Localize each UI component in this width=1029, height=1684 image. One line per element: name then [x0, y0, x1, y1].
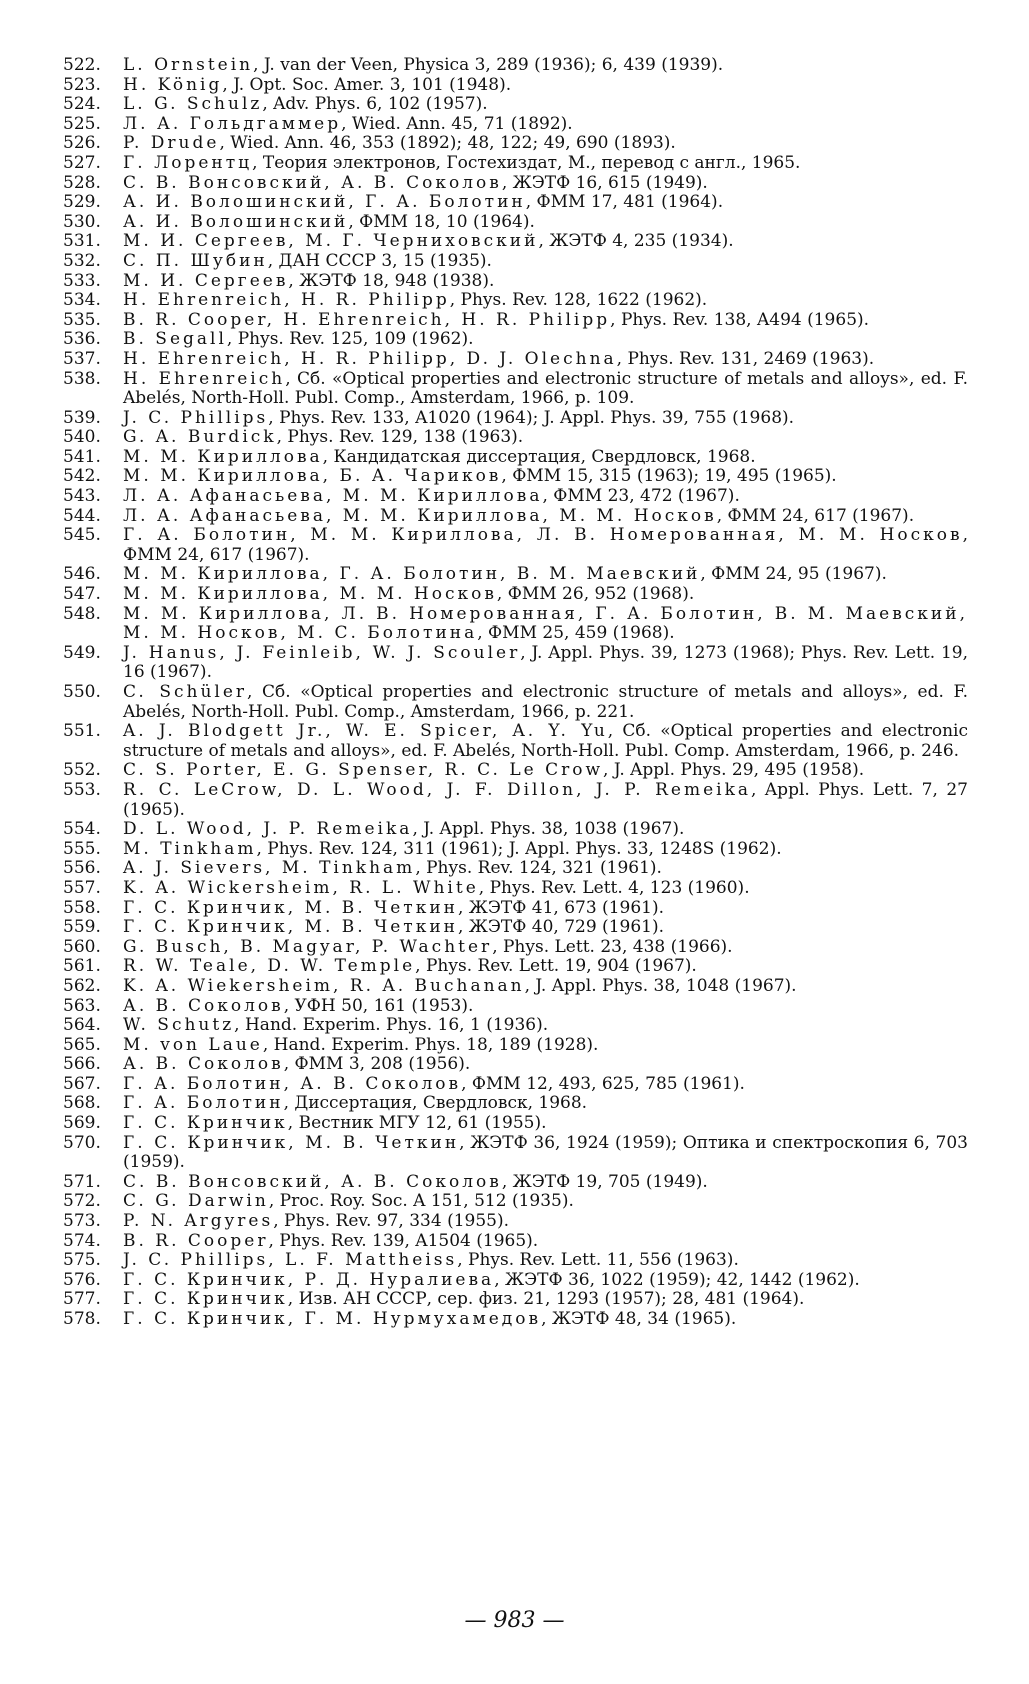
reference-authors: Г. С. Кринчик, М. В. Четкин	[123, 897, 458, 918]
reference-number: 576.	[63, 1269, 101, 1290]
reference-number: 574.	[63, 1230, 101, 1251]
reference-text	[123, 1094, 968, 1114]
reference-authors: М. И. Сергеев, М. Г. Черниховский	[123, 231, 539, 252]
reference-number: 568.	[63, 1093, 101, 1114]
reference-number: 563.	[63, 995, 101, 1016]
reference-source: , Сб. «Optical properties and electronic structure of metals and alloys», ed. F. Abelés, North-Holl. Publ. Comp., Amsterdam, 1966, p. 109.	[123, 368, 968, 409]
reference-authors: H. Ehrenreich, H. R. Philipp	[123, 290, 450, 311]
reference-number: 573.	[63, 1211, 101, 1232]
reference-item	[63, 722, 968, 761]
reference-item	[63, 1036, 968, 1056]
reference-number: 525.	[63, 113, 101, 134]
reference-source: , Изв. АН СССР, сер. физ. 21, 1293 (1957); 28, 481 (1964).	[287, 1289, 805, 1310]
reference-authors: Г. С. Кринчик, Р. Д. Нуралиева	[123, 1269, 495, 1290]
reference-text	[123, 585, 968, 605]
reference-text	[123, 193, 968, 213]
reference-number: 560.	[63, 936, 101, 957]
reference-source: , Phys. Lett. 23, 438 (1966).	[492, 936, 733, 957]
reference-number: 528.	[63, 172, 101, 193]
reference-source: , J. Appl. Phys. 29, 495 (1958).	[603, 760, 865, 781]
reference-source: , Adv. Phys. 6, 102 (1957).	[262, 94, 488, 115]
reference-number: 577.	[63, 1289, 101, 1310]
reference-authors: М. М. Кириллова, Л. В. Номерованная, Г. А. Болотин, В. М. Маевский, М. М. Носков, М. С. Болотина	[123, 603, 968, 644]
reference-source: , ЖЭТФ 18, 948 (1938).	[288, 270, 495, 291]
reference-authors: H. Ehrenreich	[123, 368, 286, 389]
reference-item	[63, 56, 968, 76]
reference-text	[123, 1114, 968, 1134]
reference-number: 535.	[63, 309, 101, 330]
reference-number: 561.	[63, 956, 101, 977]
reference-source: , ФММ 24, 617 (1967).	[123, 525, 968, 565]
reference-item	[63, 526, 968, 565]
reference-text	[123, 213, 968, 233]
reference-number: 542.	[63, 466, 101, 487]
reference-source: , Phys. Rev. 138, A494 (1965).	[610, 309, 870, 330]
reference-authors: C. S. Porter, E. G. Spenser, R. C. Le Crow	[123, 760, 604, 781]
reference-item	[63, 899, 968, 919]
reference-source: , Hand. Experim. Phys. 16, 1 (1936).	[234, 1015, 549, 1036]
reference-item	[63, 938, 968, 958]
reference-source: , Phys. Rev. 133, A1020 (1964); J. Appl. Phys. 39, 755 (1968).	[268, 407, 795, 428]
reference-source: , Phys. Rev. 139, A1504 (1965).	[268, 1230, 539, 1251]
reference-number: 536.	[63, 329, 101, 350]
reference-number: 578.	[63, 1309, 101, 1329]
reference-item	[63, 605, 968, 644]
reference-text	[123, 487, 968, 507]
reference-number: 566.	[63, 1054, 101, 1075]
reference-text	[123, 1290, 968, 1310]
reference-item	[63, 977, 968, 997]
reference-item	[63, 291, 968, 311]
reference-authors: Л. А. Гольдгаммер	[123, 113, 342, 134]
reference-authors: A. J. Sievers, M. Tinkham	[123, 858, 416, 879]
reference-text	[123, 722, 968, 761]
reference-source: , ФММ 15, 315 (1963); 19, 495 (1965).	[501, 466, 837, 487]
reference-text	[123, 428, 968, 448]
reference-number: 546.	[63, 564, 101, 585]
reference-authors: М. М. Кириллова, М. М. Носков	[123, 584, 497, 605]
reference-item	[63, 957, 968, 977]
reference-number: 567.	[63, 1073, 101, 1094]
reference-text	[123, 977, 968, 997]
reference-authors: A. J. Blodgett Jr., W. E. Spicer, A. Y. Yu	[123, 721, 608, 742]
reference-number: 547.	[63, 584, 101, 605]
reference-item	[63, 820, 968, 840]
reference-text	[123, 1036, 968, 1056]
reference-number: 538.	[63, 368, 101, 389]
reference-text	[123, 840, 968, 860]
reference-source: , Appl. Phys. Lett. 7, 27 (1965).	[123, 779, 968, 820]
reference-authors: Г. С. Кринчик	[123, 1289, 288, 1310]
reference-authors: C. Schüler	[123, 682, 248, 702]
reference-text	[123, 1251, 968, 1271]
reference-number: 537.	[63, 348, 101, 369]
reference-number: 544.	[63, 505, 101, 526]
reference-text	[123, 781, 968, 820]
reference-source: , Phys. Rev. 125, 109 (1962).	[226, 329, 474, 350]
reference-authors: М. М. Кириллова, Б. А. Чариков	[123, 466, 502, 487]
reference-item	[63, 683, 968, 722]
reference-item	[63, 1251, 968, 1271]
reference-text	[123, 1310, 968, 1330]
reference-item	[63, 428, 968, 448]
reference-authors: H. König	[123, 74, 223, 95]
reference-authors: Г. С. Кринчик, М. В. Четкин	[123, 917, 458, 938]
reference-source: , Вестник МГУ 12, 61 (1955).	[287, 1113, 547, 1134]
reference-source: , Кандидатская диссертация, Свердловск, 1968.	[322, 446, 756, 467]
reference-source: , Phys. Rev. 128, 1622 (1962).	[449, 290, 708, 311]
page-number: — 983 —	[464, 1608, 565, 1633]
reference-item	[63, 1271, 968, 1291]
reference-text	[123, 879, 968, 899]
reference-item	[63, 311, 968, 331]
reference-source: , Phys. Rev. 129, 138 (1963).	[276, 427, 524, 448]
reference-source: , ЖЭТФ 4, 235 (1934).	[538, 231, 734, 252]
reference-number: 554.	[63, 819, 101, 840]
reference-source: , ЖЭТФ 16, 615 (1949).	[501, 172, 708, 193]
reference-authors: M. von Laue	[123, 1034, 263, 1055]
reference-item	[63, 115, 968, 135]
reference-authors: А. В. Соколов	[123, 995, 284, 1016]
reference-item	[63, 644, 968, 683]
reference-authors: С. П. Шубин	[123, 250, 268, 271]
reference-item	[63, 409, 968, 429]
reference-number: 534.	[63, 290, 101, 311]
reference-number: 552.	[63, 760, 101, 781]
reference-text	[123, 272, 968, 292]
reference-number: 522.	[63, 55, 101, 75]
reference-item	[63, 781, 968, 820]
reference-number: 553.	[63, 779, 101, 800]
reference-authors: P. N. Argyres	[123, 1211, 274, 1232]
reference-authors: L. G. Schulz	[123, 94, 263, 115]
reference-source: , Phys. Rev. 97, 334 (1955).	[273, 1211, 510, 1232]
reference-item	[63, 330, 968, 350]
reference-source: , ЖЭТФ 41, 673 (1961).	[458, 897, 664, 918]
reference-authors: А. В. Соколов	[123, 1054, 284, 1075]
reference-text	[123, 957, 968, 977]
reference-source: , ФММ 24, 617 (1967).	[716, 505, 915, 526]
reference-number: 531.	[63, 231, 101, 252]
reference-source: , УФН 50, 161 (1953).	[283, 995, 474, 1016]
reference-number: 555.	[63, 838, 101, 859]
reference-authors: L. Ornstein	[123, 55, 254, 75]
reference-text	[123, 1212, 968, 1232]
reference-source: , ДАН СССР 3, 15 (1935).	[267, 250, 492, 271]
reference-authors: J. Hanus, J. Feinleib, W. J. Scouler	[123, 642, 521, 663]
reference-text	[123, 330, 968, 350]
reference-authors: C. G. Darwin	[123, 1191, 269, 1212]
reference-text	[123, 507, 968, 527]
reference-source: , Phys. Rev. Lett. 11, 556 (1963).	[457, 1250, 739, 1271]
reference-item	[63, 487, 968, 507]
reference-text	[123, 134, 968, 154]
reference-text	[123, 1055, 968, 1075]
reference-source: , ФММ 25, 459 (1968).	[477, 623, 675, 644]
reference-number: 541.	[63, 446, 101, 467]
reference-item	[63, 154, 968, 174]
reference-number: 551.	[63, 721, 101, 742]
reference-authors: M. Tinkham	[123, 838, 257, 859]
reference-text	[123, 467, 968, 487]
reference-authors: Г. С. Кринчик, М. В. Четкин	[123, 1132, 460, 1153]
reference-text	[123, 1016, 968, 1036]
reference-text	[123, 1173, 968, 1193]
reference-item	[63, 1232, 968, 1252]
reference-number: 550.	[63, 682, 101, 702]
reference-number: 529.	[63, 192, 101, 213]
reference-source: , Phys. Rev. 131, 2469 (1963).	[616, 348, 875, 369]
reference-item	[63, 1094, 968, 1114]
reference-text	[123, 605, 968, 644]
reference-text	[123, 291, 968, 311]
reference-source: , Сб. «Optical properties and electronic structure of metals and alloys», ed. F. Abelés, North-Holl. Publ. Comp., Amsterdam, 1966, p. 221.	[123, 682, 968, 722]
reference-authors: С. В. Вонсовский, А. В. Соколов	[123, 172, 502, 193]
reference-text	[123, 938, 968, 958]
reference-text	[123, 1232, 968, 1252]
reference-source: , ФММ 26, 952 (1968).	[496, 584, 695, 605]
reference-item	[63, 918, 968, 938]
reference-number: 562.	[63, 975, 101, 996]
reference-text	[123, 565, 968, 585]
reference-item	[63, 1310, 968, 1330]
reference-number: 558.	[63, 897, 101, 918]
reference-authors: D. L. Wood, J. P. Remeika	[123, 819, 413, 840]
reference-number: 524.	[63, 94, 101, 115]
reference-source: , ФММ 24, 95 (1967).	[700, 564, 887, 585]
reference-source: , ЖЭТФ 19, 705 (1949).	[501, 1171, 708, 1192]
reference-item	[63, 1212, 968, 1232]
reference-text	[123, 859, 968, 879]
reference-source: , J. Appl. Phys. 38, 1038 (1967).	[412, 819, 685, 840]
reference-item	[63, 1016, 968, 1036]
reference-authors: А. И. Волошинский	[123, 211, 349, 232]
reference-authors: P. Drude	[123, 133, 220, 154]
reference-source: , ФММ 3, 208 (1956).	[283, 1054, 471, 1075]
reference-item	[63, 1134, 968, 1173]
reference-source: , J. Appl. Phys. 38, 1048 (1967).	[524, 975, 797, 996]
reference-text	[123, 252, 968, 272]
reference-authors: М. М. Кириллова	[123, 446, 323, 467]
reference-text	[123, 154, 968, 174]
reference-item	[63, 840, 968, 860]
reference-source: , Phys. Rev. Lett. 4, 123 (1960).	[478, 877, 750, 898]
reference-source: , Диссертация, Свердловск, 1968.	[283, 1093, 588, 1114]
reference-number: 569.	[63, 1113, 101, 1134]
reference-source: , Теория электронов, Гостехиздат, М., перевод с англ., 1965.	[252, 152, 801, 173]
reference-authors: J. C. Phillips, L. F. Mattheiss	[123, 1250, 458, 1271]
reference-source: , ЖЭТФ 36, 1924 (1959); Оптика и спектроскопия 6, 703 (1959).	[123, 1132, 968, 1173]
reference-authors: Л. А. Афанасьева, М. М. Кириллова, М. М. Носков	[123, 505, 717, 526]
reference-authors: J. C. Phillips	[123, 407, 269, 428]
reference-authors: W. Schutz	[123, 1015, 235, 1036]
reference-number: 559.	[63, 917, 101, 938]
reference-item	[63, 193, 968, 213]
reference-item	[63, 1055, 968, 1075]
reference-text	[123, 820, 968, 840]
reference-text	[123, 526, 968, 565]
reference-source: , ФММ 12, 493, 625, 785 (1961).	[461, 1073, 745, 1094]
reference-item	[63, 76, 968, 96]
reference-number: 545.	[63, 525, 101, 546]
reference-source: , Phys. Rev. 124, 321 (1961).	[415, 858, 662, 879]
reference-text	[123, 311, 968, 331]
reference-item	[63, 1114, 968, 1134]
reference-item	[63, 859, 968, 879]
reference-text	[123, 56, 968, 76]
reference-authors: K. A. Wiekersheim, R. A. Buchanan	[123, 975, 525, 996]
reference-source: , ЖЭТФ 48, 34 (1965).	[541, 1309, 737, 1329]
reference-number: 548.	[63, 603, 101, 624]
reference-item	[63, 565, 968, 585]
reference-text	[123, 1271, 968, 1291]
reference-number: 549.	[63, 642, 101, 663]
reference-number: 539.	[63, 407, 101, 428]
reference-authors: Г. А. Болотин	[123, 1093, 284, 1114]
reference-authors: Г. А. Болотин, М. М. Кириллова, Л. В. Номерованная, М. М. Носков	[123, 525, 963, 546]
reference-authors: Г. Лорентц	[123, 152, 253, 173]
reference-source: , Proc. Roy. Soc. A 151, 512 (1935).	[268, 1191, 574, 1212]
reference-source: , J. Opt. Soc. Amer. 3, 101 (1948).	[222, 74, 512, 95]
reference-number: 570.	[63, 1132, 101, 1153]
reference-authors: B. R. Cooper	[123, 1230, 269, 1251]
reference-number: 572.	[63, 1191, 101, 1212]
reference-item	[63, 95, 968, 115]
reference-list	[63, 56, 968, 1330]
reference-number: 564.	[63, 1015, 101, 1036]
reference-authors: B. Segall	[123, 329, 227, 350]
reference-text	[123, 1192, 968, 1212]
reference-source: , Wied. Ann. 46, 353 (1892); 48, 122; 49, 690 (1893).	[219, 133, 676, 154]
reference-item	[63, 252, 968, 272]
reference-item	[63, 213, 968, 233]
reference-item	[63, 585, 968, 605]
reference-text	[123, 174, 968, 194]
reference-item	[63, 1173, 968, 1193]
reference-number: 557.	[63, 877, 101, 898]
reference-source: , Phys. Rev. 124, 311 (1961); J. Appl. Phys. 33, 1248S (1962).	[256, 838, 782, 859]
reference-source: , ФММ 23, 472 (1967).	[542, 486, 740, 507]
reference-item	[63, 997, 968, 1017]
reference-text	[123, 761, 968, 781]
reference-source: , Сб. «Optical properties and electronic structure of metals and alloys», ed. F. Abelés, North-Holl. Publ. Comp. Amsterdam, 1966, p. 246.	[123, 721, 968, 761]
reference-authors: R. W. Teale, D. W. Temple	[123, 956, 416, 977]
reference-authors: G. A. Burdick	[123, 427, 277, 448]
reference-authors: Г. С. Кринчик	[123, 1113, 288, 1134]
reference-authors: R. C. LeCrow, D. L. Wood, J. F. Dillon, J. P. Remeika	[123, 779, 752, 800]
reference-source: , J. van der Veen, Physica 3, 289 (1936); 6, 439 (1939).	[253, 55, 724, 75]
reference-item	[63, 761, 968, 781]
reference-item	[63, 370, 968, 409]
reference-number: 565.	[63, 1034, 101, 1055]
reference-number: 543.	[63, 486, 101, 507]
reference-text	[123, 997, 968, 1017]
reference-item	[63, 507, 968, 527]
reference-authors: С. В. Вонсовский, А. В. Соколов	[123, 1171, 502, 1192]
reference-item	[63, 232, 968, 252]
reference-source: , Hand. Experim. Phys. 18, 189 (1928).	[262, 1034, 599, 1055]
reference-number: 527.	[63, 152, 101, 173]
reference-source: , ФММ 17, 481 (1964).	[525, 192, 724, 213]
reference-text	[123, 76, 968, 96]
reference-source: , Phys. Rev. Lett. 19, 904 (1967).	[415, 956, 697, 977]
reference-authors: Г. С. Кринчик, Г. М. Нурмухамедов	[123, 1309, 542, 1329]
reference-text	[123, 1075, 968, 1095]
reference-authors: K. A. Wickersheim, R. L. White	[123, 877, 479, 898]
reference-item	[63, 350, 968, 370]
reference-number: 575.	[63, 1250, 101, 1271]
reference-number: 571.	[63, 1171, 101, 1192]
reference-item	[63, 467, 968, 487]
reference-authors: B. R. Cooper, H. Ehrenreich, H. R. Philipp	[123, 309, 611, 330]
reference-source: , ФММ 18, 10 (1964).	[348, 211, 535, 232]
reference-source: , ЖЭТФ 36, 1022 (1959); 42, 1442 (1962).	[494, 1269, 860, 1290]
reference-text	[123, 232, 968, 252]
reference-authors: М. И. Сергеев	[123, 270, 289, 291]
reference-number: 530.	[63, 211, 101, 232]
reference-item	[63, 1290, 968, 1310]
reference-text	[123, 683, 968, 722]
reference-authors: H. Ehrenreich, H. R. Philipp, D. J. Olechna	[123, 348, 617, 369]
reference-text	[123, 370, 968, 409]
reference-number: 532.	[63, 250, 101, 271]
reference-text	[123, 644, 968, 683]
reference-number: 523.	[63, 74, 101, 95]
reference-authors: G. Busch, B. Magyar, P. Wachter	[123, 936, 493, 957]
reference-text	[123, 95, 968, 115]
reference-number: 526.	[63, 133, 101, 154]
reference-text	[123, 899, 968, 919]
reference-source: , ЖЭТФ 40, 729 (1961).	[458, 917, 664, 938]
reference-text	[123, 115, 968, 135]
reference-text	[123, 918, 968, 938]
reference-authors: А. И. Волошинский, Г. А. Болотин	[123, 192, 526, 213]
reference-text	[123, 350, 968, 370]
reference-item	[63, 134, 968, 154]
reference-item	[63, 1075, 968, 1095]
reference-text	[123, 409, 968, 429]
reference-authors: М. М. Кириллова, Г. А. Болотин, В. М. Маевский	[123, 564, 701, 585]
reference-source: , J. Appl. Phys. 39, 1273 (1968); Phys. Rev. Lett. 19, 16 (1967).	[123, 642, 968, 683]
reference-authors: Г. А. Болотин, А. В. Соколов	[123, 1073, 462, 1094]
reference-item	[63, 174, 968, 194]
reference-text	[123, 448, 968, 468]
reference-item	[63, 272, 968, 292]
reference-number: 556.	[63, 858, 101, 879]
reference-item	[63, 879, 968, 899]
reference-source: , Wied. Ann. 45, 71 (1892).	[341, 113, 573, 134]
reference-item	[63, 448, 968, 468]
reference-item	[63, 1192, 968, 1212]
reference-text	[123, 1134, 968, 1173]
reference-authors: Л. А. Афанасьева, М. М. Кириллова	[123, 486, 543, 507]
reference-number: 540.	[63, 427, 101, 448]
reference-number: 533.	[63, 270, 101, 291]
